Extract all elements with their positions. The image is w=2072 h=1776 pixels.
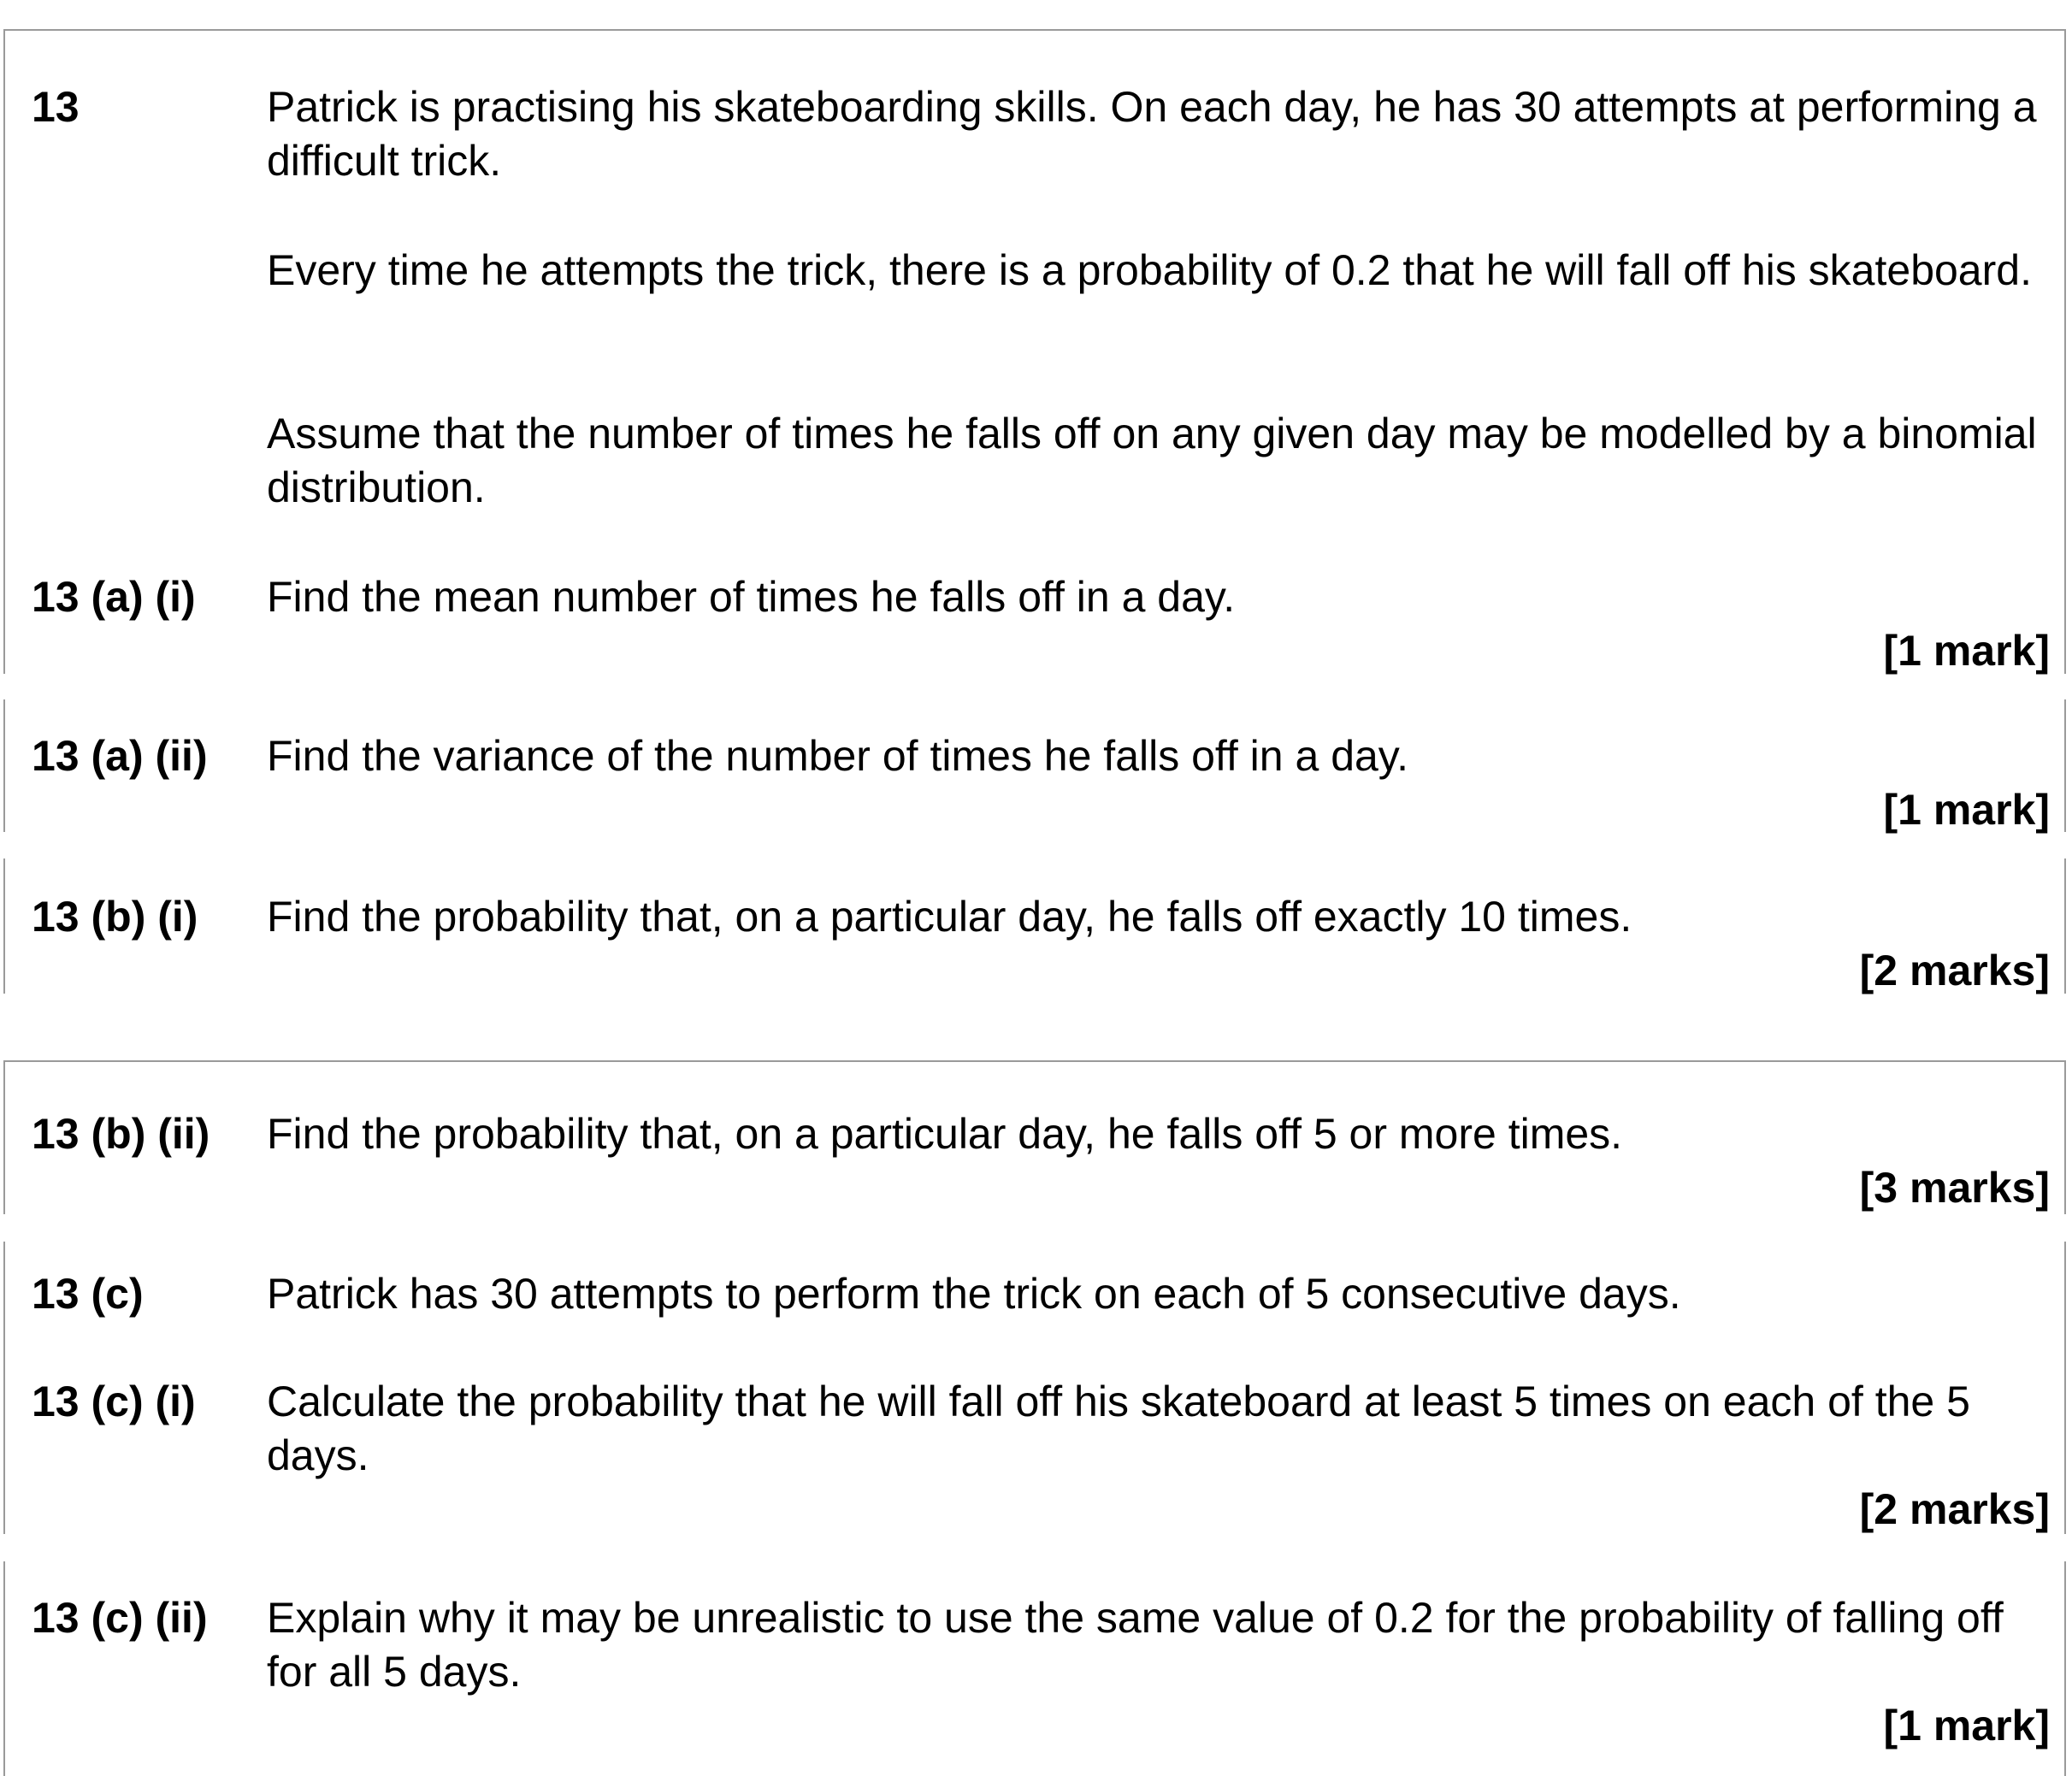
right-border-5 [2064, 1242, 2066, 1534]
part-c-ii-text: Explain why it may be unrealistic to use the same value of 0.2 for the probability of falling off for all 5 days. [267, 1594, 2004, 1696]
part-a-ii-marks: [1 mark] [1883, 786, 2050, 834]
question-number: 13 [32, 83, 80, 131]
part-c-label: 13 (c) [32, 1270, 144, 1318]
part-c-ii-marks: [1 mark] [1883, 1702, 2050, 1749]
part-a-ii-label: 13 (a) (ii) [32, 732, 208, 780]
part-c-i-marks: [2 marks] [1859, 1485, 2050, 1533]
part-a-i-marks: [1 mark] [1883, 627, 2050, 675]
right-border-3 [2064, 858, 2066, 994]
top-border-1 [3, 29, 2066, 31]
part-c-text: Patrick has 30 attempts to perform the trick on each of 5 consecutive days. [267, 1270, 1681, 1318]
intro-paragraph-1: Patrick is practising his skateboarding skills. On each day, he has 30 attempts at performing a difficult trick. [267, 83, 2037, 185]
part-a-i-label: 13 (a) (i) [32, 573, 196, 621]
part-a-ii-text: Find the variance of the number of times he falls off in a day. [267, 732, 1408, 780]
part-c-ii-label: 13 (c) (ii) [32, 1594, 208, 1642]
left-border-2 [3, 699, 5, 832]
right-border-4 [2064, 1060, 2066, 1214]
part-a-i-text: Find the mean number of times he falls off in a day. [267, 573, 1236, 621]
right-border-1 [2064, 29, 2066, 674]
left-border-5 [3, 1242, 5, 1534]
right-border-2 [2064, 699, 2066, 832]
part-b-ii-marks: [3 marks] [1859, 1164, 2050, 1212]
left-border-4 [3, 1060, 5, 1214]
part-b-ii-text: Find the probability that, on a particular day, he falls off 5 or more times. [267, 1110, 1623, 1158]
left-border-3 [3, 858, 5, 994]
part-b-ii-label: 13 (b) (ii) [32, 1110, 210, 1158]
left-border-6 [3, 1561, 5, 1776]
intro-paragraph-3: Assume that the number of times he falls off on any given day may be modelled by a binomial distribution. [267, 410, 2037, 511]
part-b-i-text: Find the probability that, on a particular day, he falls off exactly 10 times. [267, 893, 1632, 941]
part-c-i-text: Calculate the probability that he will fall off his skateboard at least 5 times on each of the 5 days. [267, 1378, 1970, 1479]
left-border-1 [3, 29, 5, 674]
intro-paragraph-2: Every time he attempts the trick, there is a probability of 0.2 that he will fall off his skateboard. [267, 246, 2032, 294]
part-b-i-marks: [2 marks] [1859, 947, 2050, 994]
part-c-i-label: 13 (c) (i) [32, 1378, 196, 1425]
part-b-i-label: 13 (b) (i) [32, 893, 198, 941]
top-border-2 [3, 1060, 2066, 1062]
right-border-6 [2064, 1561, 2066, 1776]
